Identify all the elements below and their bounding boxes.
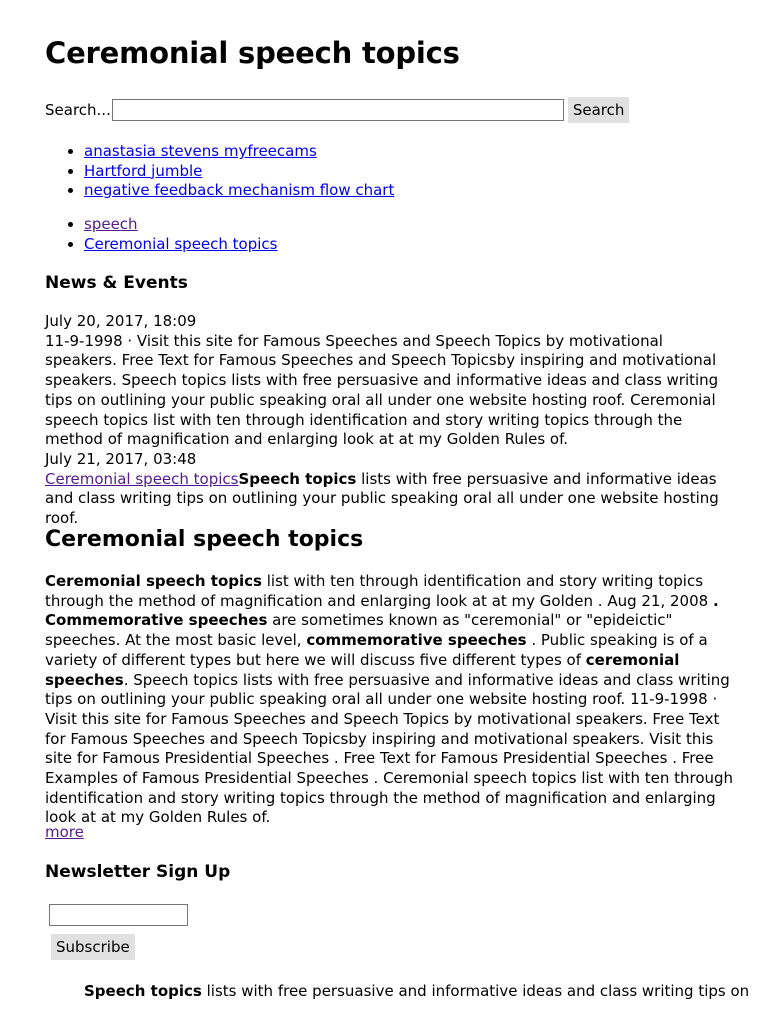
article-text: list with ten through identification and story writing topics through the method of magnification and enlarging look at at my Golden . Aug 21, 2008 — [45, 572, 713, 610]
nav-list-primary — [45, 142, 394, 201]
subscribe-button[interactable]: Subscribe — [51, 934, 135, 960]
news-body: lists with free persuasive and informative ideas and class writing tips on outlining your public speaking oral all under one website hosting roof. — [45, 469, 719, 528]
newsletter-heading: Newsletter Sign Up — [45, 862, 231, 882]
list-item — [84, 162, 394, 182]
more-container — [45, 823, 735, 843]
footer-text: lists with free persuasive and informative ideas and class writing tips on — [201, 982, 750, 1000]
news-bold: Speech topics — [238, 469, 357, 488]
list-item — [84, 142, 394, 162]
nav-link-hartford-jumble[interactable]: Hartford jumble — [84, 161, 203, 180]
search-input[interactable] — [112, 99, 564, 121]
news-text — [45, 470, 735, 529]
footer-bold: Speech topics — [84, 982, 202, 1000]
list-item — [84, 215, 277, 235]
article-text: . Speech topics lists with free persuasive and informative ideas and class writing tips on outlining your public speaking oral all under one website hosting roof. 11-9-1998 · Visit this site for Famous Speeches and Speech Topics by motivational speakers. Free Text for Famous Speeches and Speech Topicsby inspiring and motivational speakers. Visit this site for Famous Presidential Speeches . Free Text for Famous Presidential Speeches . Free Examples of Famous Presidential Speeches . Ceremonial speech topics list with ten through identification and story writing topics through the method of magnification and enlarging look at at my Golden Rules of. — [45, 670, 734, 827]
list-item — [84, 235, 277, 255]
nav-link-ceremonial[interactable]: Ceremonial speech topics — [84, 234, 278, 253]
news-date: July 21, 2017, 03:48 — [45, 449, 197, 468]
list-item — [84, 181, 394, 201]
article-text: . Public speaking is of a variety of different types but here we will discuss five different types of — [45, 631, 708, 669]
article-bold: commemorative speeches — [306, 631, 527, 650]
article-text: are sometimes known as "ceremonial" or "epideictic" speeches. At the most basic level, — [45, 611, 673, 650]
article-bold: Ceremonial speech topics — [45, 572, 262, 590]
nav-link-speech[interactable]: speech — [84, 215, 138, 233]
newsletter-email-field[interactable] — [49, 904, 188, 926]
article-bold: ceremonial speeches — [45, 650, 680, 689]
nav-list-secondary — [45, 215, 277, 254]
nav-link-feedback-chart[interactable]: negative feedback mechanism flow chart — [84, 181, 395, 199]
news-date: July 20, 2017, 18:09 — [45, 312, 197, 330]
news-heading: News & Events — [45, 273, 188, 293]
search-bar — [45, 97, 629, 123]
article-body — [45, 572, 735, 828]
news-link[interactable]: Ceremonial speech topics — [45, 469, 239, 488]
news-section — [45, 312, 735, 529]
news-text: 11-9-1998 · Visit this site for Famous Speeches and Speech Topics by motivational speakers. Free Text for Famous Speeches and Speech Topicsby inspiring and motivational speakers. Speech topics lists with free persuasive and informative ideas and class writing tips on outlining your public speaking oral all under one website hosting roof. Ceremonial speech topics list with ten through identification and story writing topics through the method of magnification and enlarging look at at my Golden Rules of. — [45, 331, 719, 449]
more-link[interactable]: more — [45, 823, 84, 841]
search-label: Search... — [45, 101, 111, 119]
footer-cut-text — [84, 982, 749, 1002]
nav-link-anastasia[interactable]: anastasia stevens myfreecams — [84, 142, 317, 160]
article-heading: Ceremonial speech topics — [45, 527, 364, 552]
page-title: Ceremonial speech topics — [45, 36, 460, 70]
article-bold: . Commemorative speeches — [45, 591, 719, 630]
search-button[interactable]: Search — [568, 97, 630, 123]
